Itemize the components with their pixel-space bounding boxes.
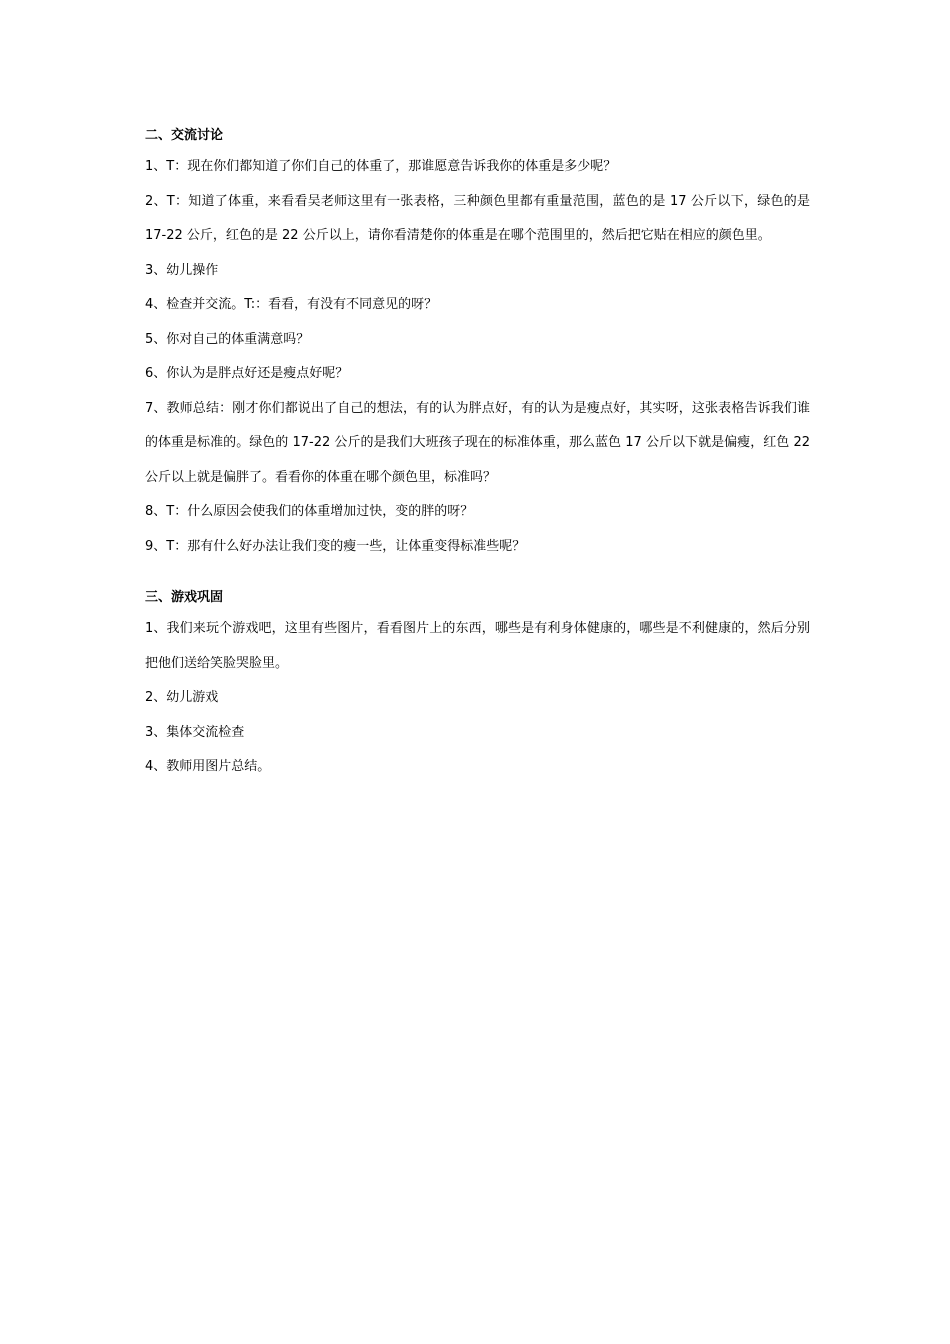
list-item: 8、T：什么原因会使我们的体重增加过快，变的胖的呀？ (145, 504, 474, 519)
section-game (145, 584, 810, 785)
list-item: 4、检查并交流。T:：看看，有没有不同意见的呀？ (145, 297, 438, 312)
discussion-list (145, 150, 810, 564)
section-title: 三、游戏巩固 (145, 590, 224, 605)
list-item: 6、你认为是胖点好还是瘦点好呢？ (145, 366, 349, 381)
section-discussion (145, 122, 810, 564)
list-item: 7、教师总结：刚才你们都说出了自己的想法，有的认为胖点好，有的认为是瘦点好，其实呀，这张表格告诉我们谁的体重是标准的。绿色的 17-22 公斤的是我们大班孩子现在的标准体重，那么蓝色 17 公斤以下就是偏瘦，红色 22 公斤以上就是偏胖了。看看你的体重在哪个颜色里，标准吗？ (145, 400, 810, 485)
list-item: 5、你对自己的体重满意吗？ (145, 331, 310, 347)
game-list (145, 612, 810, 785)
list-item: 9、T：那有什么好办法让我们变的瘦一些，让体重变得标准些呢？ (145, 538, 526, 554)
document-page (145, 122, 810, 785)
section-title: 二、交流讨论 (145, 128, 224, 143)
list-item: 1、T：现在你们都知道了你们自己的体重了，那谁愿意告诉我你的体重是多少呢？ (145, 159, 617, 174)
section-spacer (145, 564, 810, 584)
list-item: 3、幼儿操作 (145, 262, 219, 278)
list-item: 2、T：知道了体重，来看看吴老师这里有一张表格，三种颜色里都有重量范围，蓝色的是 17 公斤以下，绿色的是 17-22 公斤，红色的是 22 公斤以上，请你看清楚你的体重是在哪个范围里的，然后把它贴在相应的颜色里。 (145, 193, 810, 243)
list-item: 1、我们来玩个游戏吧，这里有些图片，看看图片上的东西，哪些是有利身体健康的，哪些是不利健康的，然后分别把他们送给笑脸哭脸里。 (145, 621, 810, 671)
list-item: 3、集体交流检查 (145, 724, 245, 740)
list-item: 4、教师用图片总结。 (145, 759, 271, 774)
list-item: 2、幼儿游戏 (145, 690, 219, 705)
